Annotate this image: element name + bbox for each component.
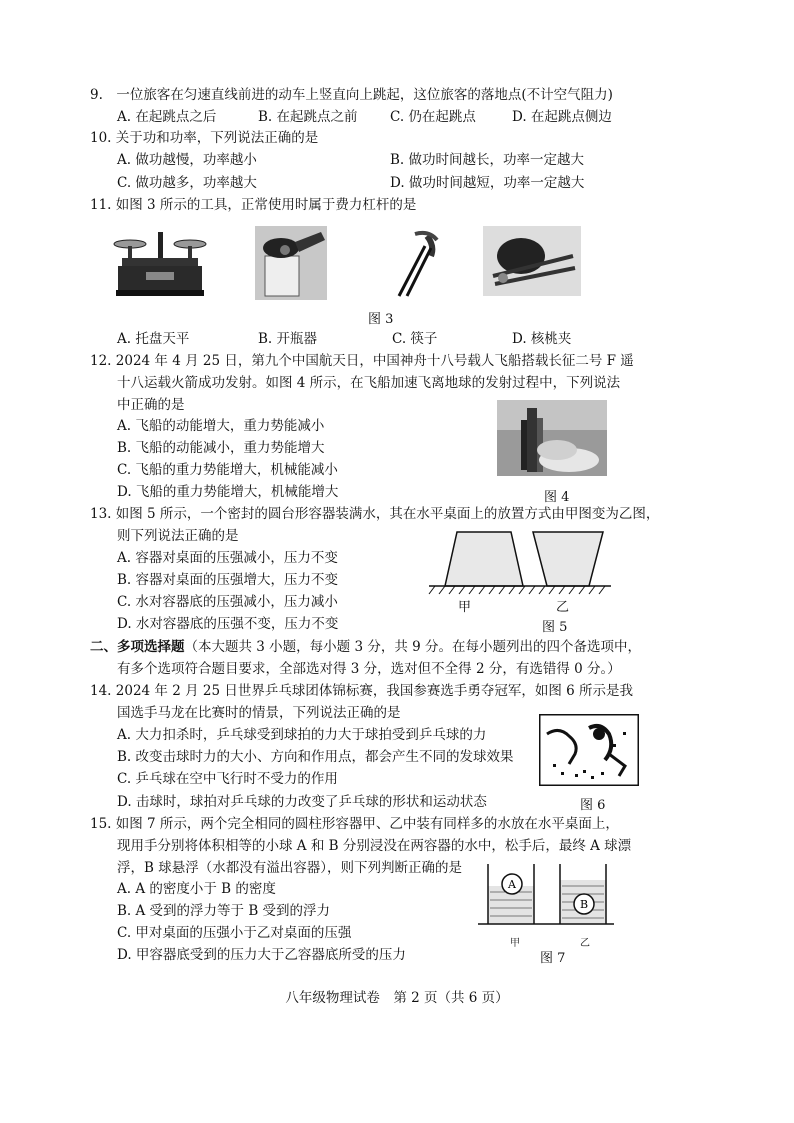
section-2-instructions-1: （本大题共 3 小题，每小题 3 分，共 9 分。在每小题列出的四个备选项中，: [184, 639, 642, 655]
figure-5-label-jia: 甲: [458, 600, 472, 615]
q9-stem: 9. 一位旅客在匀速直线前进的动车上竖直向上跳起，这位旅客的落地点(不计空气阻力): [90, 87, 613, 103]
q12-option-b: B. 飞船的动能减小，重力势能增大: [117, 440, 325, 456]
balance-image: [112, 226, 208, 300]
table-tennis-image: [539, 714, 639, 786]
q14-option-c: C. 乒乓球在空中飞行时不受力的作用: [117, 771, 338, 787]
figure-5-containers: [425, 528, 615, 598]
q10-option-b: B. 做功时间越长，功率一定越大: [390, 152, 585, 168]
q14-stem-line-2: 国选手马龙在比赛时的情景，下列说法正确的是: [117, 705, 401, 721]
section-2-heading: [90, 638, 641, 656]
q12-stem-line-1: 12. 2024 年 4 月 25 日，第九个中国航天日，中国神舟十八号载人飞船搭载长征二号 F 遥: [90, 353, 634, 369]
q9-option-b: B. 在起跳点之前: [258, 109, 358, 125]
nutcracker-image: [483, 226, 581, 296]
ball-a-label: A: [508, 878, 516, 891]
q13-option-c: C. 水对容器底的压强减小，压力减小: [117, 594, 338, 610]
q13-option-a: A. 容器对桌面的压强减小，压力不变: [117, 550, 338, 566]
figure-7-label-yi: 乙: [580, 938, 590, 949]
q12-stem-line-2: 十八运载火箭成功发射。如图 4 所示，在飞船加速飞离地球的发射过程中，下列说法: [117, 375, 621, 391]
q10-option-c: C. 做功越多，功率越大: [117, 175, 257, 191]
q11-option-c: C. 筷子: [392, 331, 438, 347]
figure-6-caption: 图 6: [580, 798, 606, 813]
q14-option-d: D. 击球时，球拍对乒乓球的力改变了乒乓球的形状和运动状态: [117, 794, 487, 810]
rocket-launch-image: [497, 400, 607, 476]
q12-option-d: D. 飞船的重力势能增大，机械能增大: [117, 484, 339, 500]
figure-4-caption: 图 4: [544, 490, 570, 505]
page-footer: 八年级物理试卷 第 2 页（共 6 页）: [285, 990, 509, 1006]
q11-option-a: A. 托盘天平: [117, 331, 190, 347]
figure-7-caption: 图 7: [540, 951, 566, 966]
q14-option-a: A. 大力扣杀时，乒乓球受到球拍的力大于球拍受到乒乓球的力: [117, 727, 487, 743]
q9-option-d: D. 在起跳点侧边: [512, 109, 612, 125]
q13-stem-line-2: 则下列说法正确的是: [117, 528, 239, 544]
q15-option-b: B. A 受到的浮力等于 B 受到的浮力: [117, 903, 331, 919]
q15-stem-line-2: 现用手分别将体积相等的小球 A 和 B 分别浸没在两容器的水中，松手后，最终 A 球漂: [117, 838, 632, 854]
q10-option-d: D. 做功时间越短，功率一定越大: [390, 175, 585, 191]
q13-option-d: D. 水对容器底的压强不变，压力不变: [117, 616, 339, 632]
q14-stem-line-1: 14. 2024 年 2 月 25 日世界乒乓球团体锦标赛，我国参赛选手勇夺冠军，如图 6 所示是我: [90, 683, 634, 699]
q15-option-c: C. 甲对桌面的压强小于乙对桌面的压强: [117, 925, 352, 941]
q11-stem: 11. 如图 3 所示的工具，正常使用时属于费力杠杆的是: [90, 197, 417, 213]
section-2-instructions-2: 有多个选项符合题目要求，全部选对得 3 分，选对但不全得 2 分，有选错得 0 分。）: [117, 661, 621, 677]
q15-stem-line-1: 15. 如图 7 所示，两个完全相同的圆柱形容器甲、乙中装有同样多的水放在水平桌面上，: [90, 816, 619, 832]
figure-5-label-yi: 乙: [556, 600, 570, 615]
q11-option-b: B. 开瓶器: [258, 331, 318, 347]
q11-option-d: D. 核桃夹: [512, 331, 572, 347]
bottle-opener-image: [255, 226, 327, 300]
q13-option-b: B. 容器对桌面的压强增大，压力不变: [117, 572, 339, 588]
figure-7-label-jia: 甲: [510, 938, 520, 949]
figure-5-caption: 图 5: [542, 620, 568, 635]
q12-option-a: A. 飞船的动能增大，重力势能减小: [117, 418, 325, 434]
q9-option-c: C. 仍在起跳点: [390, 109, 476, 125]
q14-option-b: B. 改变击球时力的大小、方向和作用点，都会产生不同的发球效果: [117, 749, 514, 765]
section-2-title: 二、多项选择题: [90, 639, 185, 655]
q15-option-d: D. 甲容器底受到的压力大于乙容器底所受的压力: [117, 947, 406, 963]
ball-b-label: B: [579, 898, 589, 911]
figure-7-containers: [478, 862, 614, 932]
q9-option-a: A. 在起跳点之后: [117, 109, 217, 125]
q10-option-a: A. 做功越慢，功率越小: [117, 152, 257, 168]
q12-stem-line-3: 中正确的是: [117, 397, 185, 413]
q15-stem-line-3: 浮，B 球悬浮（水都没有溢出容器），则下列判断正确的是: [117, 860, 462, 876]
figure-3-caption: 图 3: [368, 312, 394, 327]
q15-option-a: A. A 的密度小于 B 的密度: [117, 881, 276, 897]
q13-stem-line-1: 13. 如图 5 所示，一个密封的圆台形容器装满水，其在水平桌面上的放置方式由甲图变为乙图，: [90, 506, 660, 522]
q10-stem: 10. 关于功和功率，下列说法正确的是: [90, 130, 319, 146]
chopsticks-image: [385, 226, 455, 300]
q12-option-c: C. 飞船的重力势能增大，机械能减小: [117, 462, 338, 478]
